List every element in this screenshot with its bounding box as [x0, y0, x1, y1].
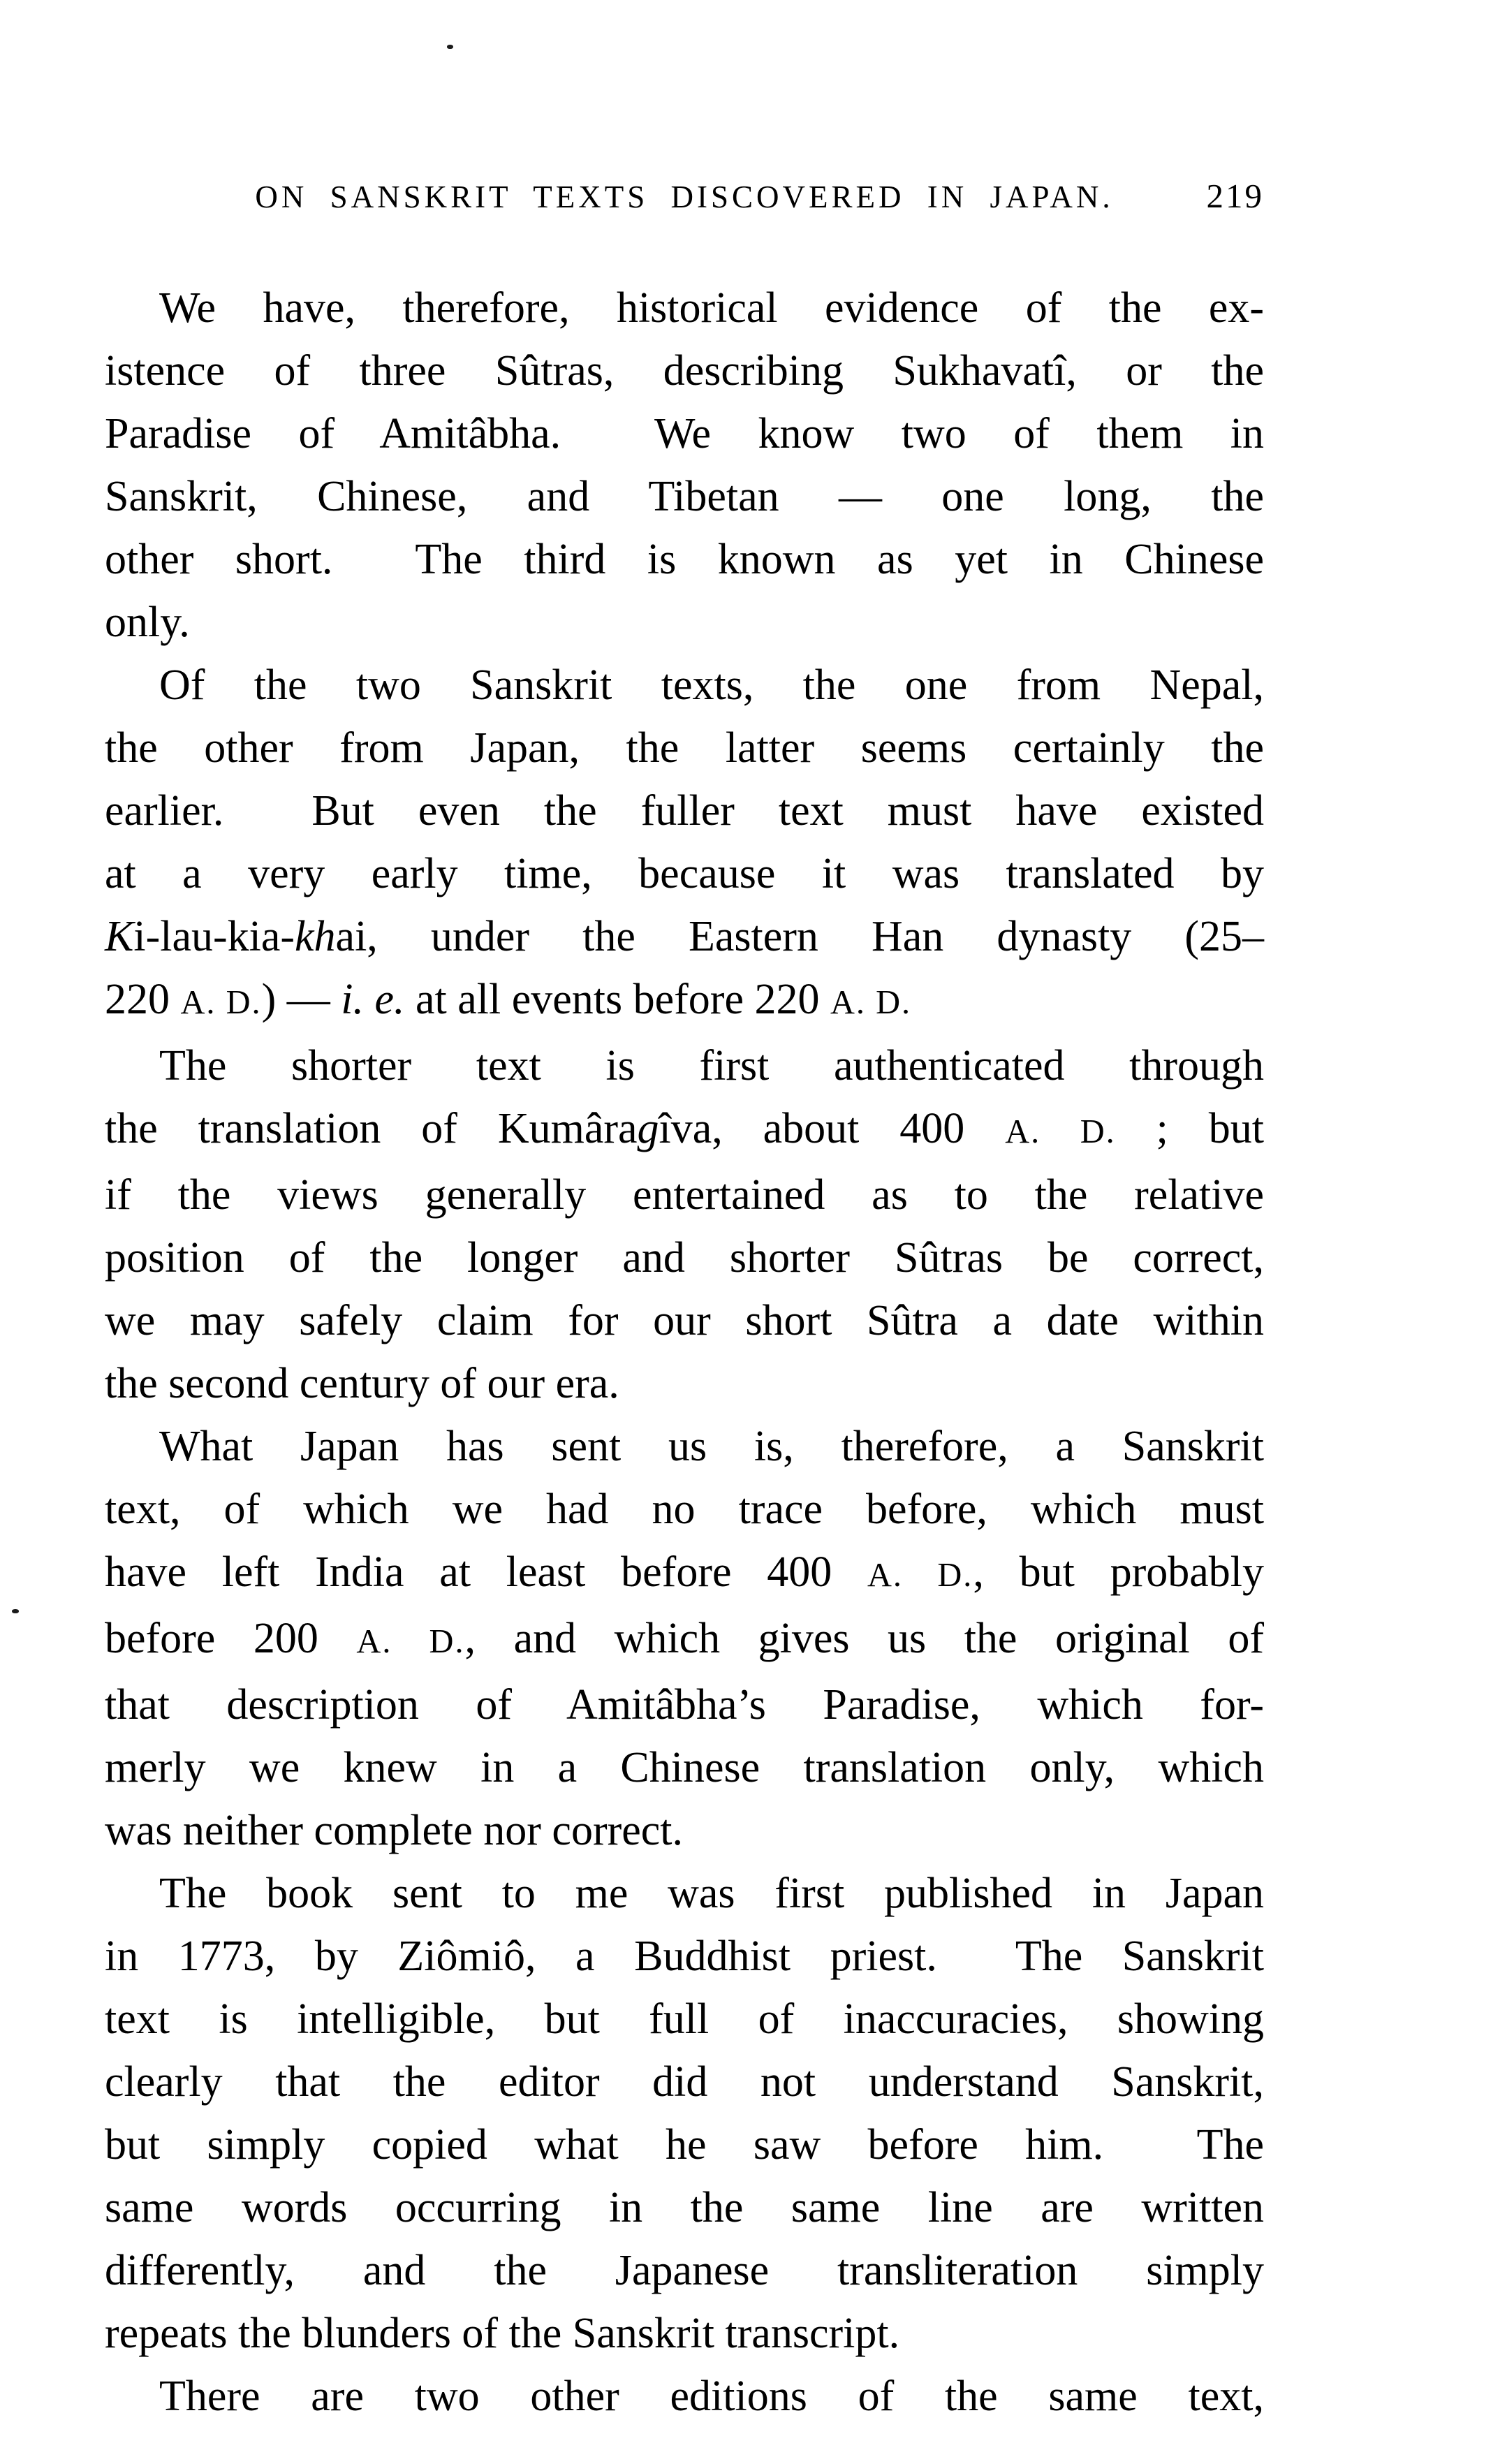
text-line	[105, 1736, 1264, 1799]
small-caps-text: A. D.	[867, 1557, 973, 1594]
text-line	[105, 2176, 1264, 2239]
scan-artifact-dot	[447, 45, 453, 49]
text-line	[105, 1862, 1264, 1925]
text-line	[105, 402, 1264, 465]
plain-text: in 1773, by Ziômiô, a Buddhist priest. The Sanskrit	[105, 1933, 1264, 1980]
text-line	[105, 717, 1264, 779]
text-line	[105, 1925, 1264, 1988]
text-line	[105, 1226, 1264, 1289]
text-line	[105, 1541, 1264, 1607]
small-caps-text: A. D.	[1005, 1113, 1116, 1150]
text-line	[105, 654, 1264, 717]
running-head-title: ON SANSKRIT TEXTS DISCOVERED IN JAPAN.	[255, 179, 1114, 214]
plain-text: What Japan has sent us is, therefore, a Sanskrit	[159, 1423, 1264, 1470]
text-line	[105, 2113, 1264, 2176]
italic-text: K	[105, 913, 134, 960]
small-caps-text: A. D.	[180, 984, 262, 1021]
plain-text: before 200	[105, 1615, 357, 1662]
plain-text: same words occurring in the same line are written	[105, 2184, 1264, 2231]
scan-artifact-dot	[12, 1609, 19, 1613]
text-line	[105, 1673, 1264, 1736]
plain-text: Of the two Sanskrit texts, the one from Nepal,	[159, 661, 1264, 709]
italic-text: i. e.	[341, 976, 405, 1023]
plain-text: ; but	[1115, 1105, 1264, 1152]
small-caps-text: A. D.	[356, 1623, 465, 1660]
text-line	[105, 2365, 1264, 2428]
plain-text: at all events before 220	[404, 976, 830, 1023]
text-line	[105, 528, 1264, 591]
text-line	[105, 1478, 1264, 1541]
text-line	[105, 465, 1264, 528]
text-line	[105, 1799, 1264, 1862]
plain-text: the translation of Kumâra	[105, 1105, 638, 1152]
plain-text: repeats the blunders of the Sanskrit transcript.	[105, 2310, 900, 2357]
plain-text: have left India at least before 400	[105, 1548, 867, 1596]
plain-text: îva, about 400	[659, 1105, 1006, 1152]
plain-text: the other from Japan, the latter seems certainly the	[105, 724, 1264, 772]
text-line	[105, 339, 1264, 402]
plain-text: , and which gives us the original of	[464, 1615, 1264, 1662]
plain-text: at a very early time, because it was translated by	[105, 850, 1264, 897]
plain-text: ai, under the Eastern Han dynasty (25–	[335, 913, 1264, 960]
text-line	[105, 1415, 1264, 1478]
plain-text: The book sent to me was first published in Japan	[159, 1870, 1264, 1917]
plain-text: earlier. But even the fuller text must have existed	[105, 787, 1264, 835]
text-line	[105, 968, 1264, 1034]
plain-text: istence of three Sûtras, describing Sukhavatî, or the	[105, 347, 1264, 395]
text-line	[105, 1289, 1264, 1352]
text-line	[105, 1988, 1264, 2051]
plain-text: text, of which we had no trace before, which must	[105, 1486, 1264, 1533]
plain-text: Paradise of Amitâbha. We know two of them in	[105, 410, 1264, 457]
plain-text: was neither complete nor correct.	[105, 1807, 684, 1854]
page-header	[105, 179, 1264, 228]
plain-text: but simply copied what he saw before him. The	[105, 2121, 1264, 2169]
text-line	[105, 2239, 1264, 2302]
small-caps-text: A. D.	[830, 984, 912, 1021]
text-line	[105, 1352, 1264, 1415]
plain-text: position of the longer and shorter Sûtras be correct,	[105, 1234, 1264, 1282]
plain-text: i-lau-kia-	[133, 913, 295, 960]
plain-text: clearly that the editor did not understand Sanskrit,	[105, 2058, 1264, 2106]
text-line	[105, 591, 1264, 654]
text-line	[105, 1034, 1264, 1097]
plain-text: There are two other editions of the same text,	[159, 2373, 1264, 2420]
text-line	[105, 905, 1264, 968]
text-line	[105, 842, 1264, 905]
text-line	[105, 1164, 1264, 1226]
plain-text: merly we knew in a Chinese translation only, which	[105, 1744, 1264, 1791]
plain-text: ) —	[261, 976, 341, 1023]
plain-text: the second century of our era.	[105, 1360, 619, 1407]
plain-text: if the views generally entertained as to the relative	[105, 1171, 1264, 1219]
text-line	[105, 1607, 1264, 1673]
text-line	[105, 2302, 1264, 2365]
plain-text: Sanskrit, Chinese, and Tibetan — one long, the	[105, 473, 1264, 520]
plain-text: We have, therefore, historical evidence of the ex-	[159, 284, 1264, 332]
plain-text: 220	[105, 976, 181, 1023]
text-line	[105, 277, 1264, 339]
text-line	[105, 779, 1264, 842]
plain-text: that description of Amitâbha’s Paradise, which for-	[105, 1681, 1264, 1729]
plain-text: text is intelligible, but full of inaccuracies, showing	[105, 1995, 1264, 2043]
plain-text: only.	[105, 599, 190, 646]
plain-text: other short. The third is known as yet in Chinese	[105, 536, 1264, 583]
text-line	[105, 1097, 1264, 1164]
italic-text: kh	[295, 913, 336, 960]
body-text	[105, 277, 1264, 2428]
plain-text: , but probably	[973, 1548, 1264, 1596]
plain-text: The shorter text is first authenticated through	[159, 1042, 1264, 1090]
plain-text: differently, and the Japanese transliteration simply	[105, 2247, 1264, 2294]
italic-text: g	[637, 1105, 659, 1152]
plain-text: we may safely claim for our short Sûtra a date within	[105, 1297, 1264, 1344]
text-line	[105, 2051, 1264, 2113]
page-number: 219	[1206, 177, 1264, 215]
